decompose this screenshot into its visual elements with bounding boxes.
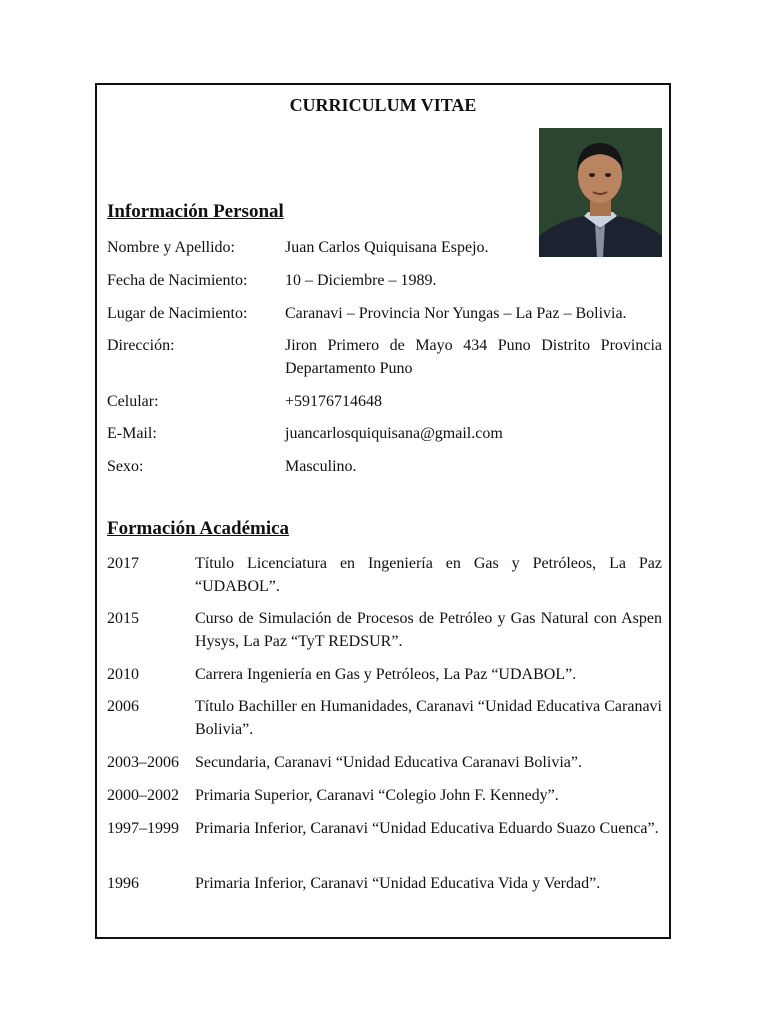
education-year: 2015 — [107, 610, 139, 627]
field-label: E-Mail: — [107, 425, 157, 442]
education-year: 1997–1999 — [107, 820, 179, 837]
education-text: Título Bachiller en Humanidades, Caranavi “Unidad Educativa Caranavi Bolivia”. — [195, 698, 662, 738]
education-text: Primaria Inferior, Caranavi “Unidad Educativa Vida y Verdad”. — [195, 875, 601, 892]
field-value: 10 – Diciembre – 1989. — [285, 272, 437, 289]
field-value: Masculino. — [285, 458, 357, 475]
education-year: 2017 — [107, 555, 139, 572]
field-value: +59176714648 — [285, 393, 383, 410]
education-text: Título Licenciatura en Ingeniería en Gas y Petróleos, La Paz “UDABOL”. — [195, 555, 662, 595]
education-year: 2006 — [107, 698, 139, 715]
field-value: Jiron Primero de Mayo 434 Puno Distrito Provincia Departamento Puno — [285, 337, 662, 377]
education-text: Secundaria, Caranavi “Unidad Educativa Caranavi Bolivia”. — [195, 754, 582, 771]
field-label: Celular: — [107, 393, 159, 410]
education-year: 2010 — [107, 666, 139, 683]
education-text: Primaria Inferior, Caranavi “Unidad Educativa Eduardo Suazo Cuenca”. — [195, 820, 659, 837]
field-label: Lugar de Nacimiento: — [107, 305, 248, 322]
document-title: CURRICULUM VITAE — [289, 95, 477, 115]
cv-page — [95, 83, 671, 939]
education-text: Primaria Superior, Caranavi “Colegio John F. Kennedy”. — [195, 787, 559, 804]
field-label: Fecha de Nacimiento: — [107, 272, 248, 289]
field-label: Sexo: — [107, 458, 144, 475]
field-value: Juan Carlos Quiquisana Espejo. — [285, 239, 489, 256]
field-label: Nombre y Apellido: — [107, 239, 235, 256]
section-heading-personal: Información Personal — [107, 201, 284, 222]
section-heading-academic: Formación Académica — [107, 518, 290, 539]
education-text: Curso de Simulación de Procesos de Petróleo y Gas Natural con Aspen Hysys, La Paz “TyT REDSUR”. — [195, 610, 662, 650]
field-value: Caranavi – Provincia Nor Yungas – La Paz – Bolivia. — [285, 305, 627, 322]
education-text: Carrera Ingeniería en Gas y Petróleos, La Paz “UDABOL”. — [195, 666, 577, 683]
education-year: 2000–2002 — [107, 787, 179, 804]
field-label: Dirección: — [107, 337, 175, 354]
education-year: 1996 — [107, 875, 139, 892]
email-value: juancarlosquiquisana@gmail.com — [285, 425, 503, 442]
education-year: 2003–2006 — [107, 754, 179, 771]
